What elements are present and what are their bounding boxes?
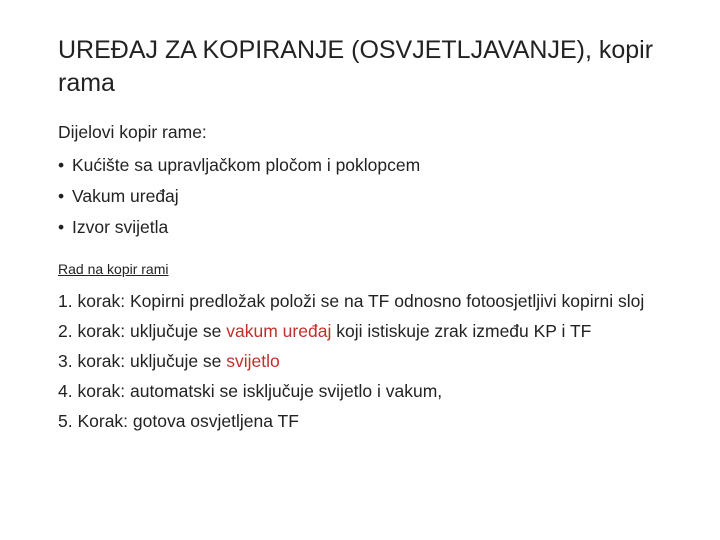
list-item-text: Izvor svijetla — [72, 217, 169, 237]
parts-heading: Dijelovi kopir rame: — [58, 122, 207, 142]
list-item — [58, 150, 420, 181]
list-item-text: Vakum uređaj — [72, 186, 179, 206]
step-3-text: 3. korak: uključuje se — [58, 351, 227, 371]
parts-list — [58, 150, 420, 243]
step-2 — [58, 320, 678, 343]
step-3 — [58, 350, 678, 373]
step-2-highlight: vakum uređaj — [226, 321, 332, 341]
step-3-highlight: svijetlo — [226, 351, 280, 371]
bullet-icon: • — [58, 186, 65, 206]
step-1: 1. korak: Kopirni predložak položi se na TF odnosno fotoosjetljivi kopirni sloj — [58, 291, 645, 311]
step-2-text: 2. korak: uključuje se — [58, 321, 227, 341]
step-5: 5. Korak: gotova osvjetljena TF — [58, 411, 299, 431]
list-item — [58, 212, 420, 243]
list-item — [58, 181, 420, 212]
list-item-text: Kućište sa upravljačkom pločom i poklopcem — [72, 155, 421, 175]
bullet-icon: • — [58, 217, 65, 237]
step-4: 4. korak: automatski se isključuje svijetlo i vakum, — [58, 381, 443, 401]
bullet-icon: • — [58, 155, 65, 175]
slide-title: UREĐAJ ZA KOPIRANJE (OSVJETLJAVANJE), kopir rama — [58, 36, 654, 97]
steps-list — [58, 290, 678, 440]
step-2-rest: koji istiskuje zrak između KP i TF — [331, 321, 592, 341]
section-heading: Rad na kopir rami — [58, 261, 169, 277]
